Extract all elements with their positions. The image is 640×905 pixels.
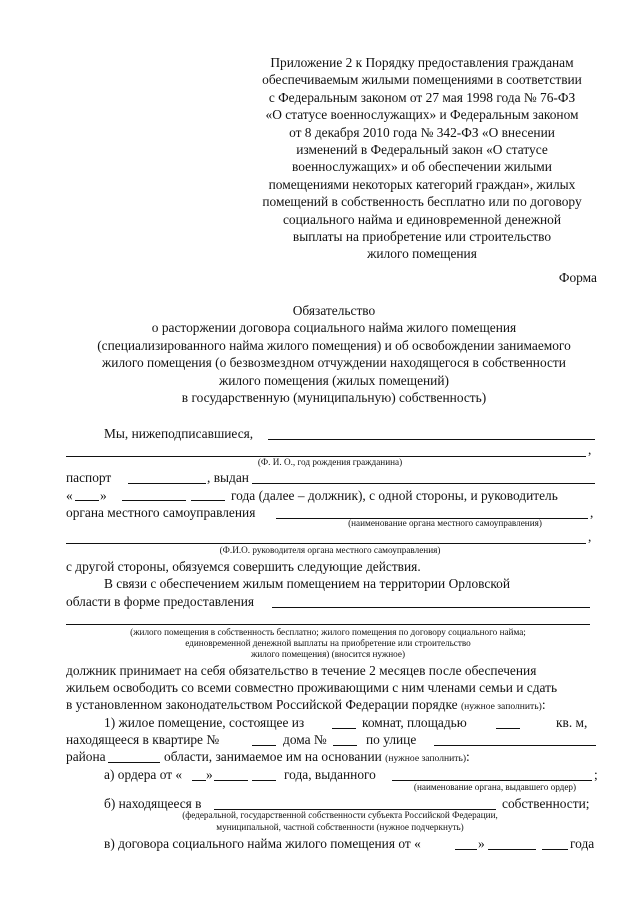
hint-provision-3: жилого помещения) (вносится нужное)	[250, 649, 406, 659]
appendix-line: обеспечиваемым жилыми помещениями в соответствии	[262, 72, 582, 88]
hint-ownership-1: (федеральной, государственной собственности субъекта Российской Федерации,	[182, 810, 498, 820]
contract-year-field[interactable]	[542, 849, 568, 850]
hint-head-fio: (Ф.И.О. руководителя органа местного самоуправления)	[219, 545, 441, 555]
appendix-line: с Федеральным законом от 27 мая 1998 года № 76-ФЗ	[268, 89, 576, 105]
located-apt-label: находящееся в квартире №	[66, 732, 220, 747]
semicolon: ;	[594, 767, 598, 782]
need-fill-hint: (нужное заполнить)	[460, 701, 542, 712]
apartment-number-field[interactable]	[252, 745, 276, 746]
hint-citizen-fio: (Ф. И. О., год рождения гражданина)	[257, 457, 403, 467]
head-fio-field[interactable]	[66, 543, 586, 544]
issued-label: , выдан	[207, 470, 249, 485]
order-day-field[interactable]	[192, 780, 206, 781]
document-title	[44, 302, 624, 406]
house-no-label: дома №	[283, 732, 327, 747]
need-fill-hint-2: (нужное заполнить)	[385, 753, 467, 764]
item-b-label: б) находящееся в	[104, 796, 202, 811]
item1-c: кв. м,	[556, 715, 588, 730]
ownership-text: собственности;	[502, 796, 590, 811]
item-v-year-text: года	[570, 836, 595, 851]
quote-close: »	[100, 488, 107, 503]
passport-label: паспорт	[66, 470, 112, 485]
provision-form-field[interactable]	[272, 607, 590, 608]
issue-month-field[interactable]	[122, 500, 186, 501]
item1-a: 1) жилое помещение, состоящее из	[104, 715, 305, 730]
area-field[interactable]	[496, 728, 520, 729]
in-connection-text: В связи с обеспечением жилым помещением на территории Орловской	[104, 576, 511, 591]
signatories-field[interactable]	[268, 439, 595, 440]
debtor-text-3-main: в установленном законодательством Российской Федерации порядке	[66, 697, 458, 712]
item1-b: комнат, площадью	[362, 715, 467, 730]
rooms-count-field[interactable]	[332, 728, 356, 729]
comma: ,	[588, 529, 592, 544]
title-line: о расторжении договора социального найма жилого помещения	[151, 320, 517, 336]
appendix-line: Приложение 2 к Порядку предоставления гражданам	[270, 55, 574, 70]
quote-open: «	[66, 488, 73, 503]
colon: :	[541, 697, 546, 712]
contract-month-field[interactable]	[488, 849, 536, 850]
quote-close: »	[206, 767, 213, 782]
title-line: жилого помещения (о безвозмездном отчуждении находящегося в собственности	[102, 355, 566, 371]
quote-close: »	[478, 836, 485, 851]
comma: ,	[590, 505, 594, 520]
passport-issued-by-field[interactable]	[252, 483, 595, 484]
debtor-text-2: жильем освободить со всеми совместно проживающими с ним членами семьи и сдать	[66, 680, 558, 695]
district-field[interactable]	[108, 762, 160, 763]
title-line: Обязательство	[292, 303, 376, 318]
comma: ,	[588, 442, 592, 457]
appendix-line: «О статусе военнослужащих» и Федеральным законом	[265, 107, 579, 123]
appendix-line: помещениями некоторых категорий граждан», жилых	[268, 176, 576, 192]
house-number-field[interactable]	[333, 745, 357, 746]
other-side-text: с другой стороны, обязуемся совершить следующие действия.	[66, 559, 421, 574]
district-label: района	[66, 749, 106, 764]
title-line: (специализированного найма жилого помещения) и об освобождении занимаемого	[97, 337, 571, 353]
order-month-field[interactable]	[214, 780, 248, 781]
appendix-line: социального найма и единовременной денежной	[282, 211, 562, 227]
oblast-occupied-text	[164, 749, 470, 767]
oblast-occupied-main: области, занимаемое им на основании	[164, 749, 382, 764]
provision-form-field-2[interactable]	[66, 624, 590, 625]
appendix-line: жилого помещения	[367, 246, 477, 262]
item-v-label: в) договора социального найма жилого помещения от «	[104, 836, 421, 851]
appendix-line: выплаты на приобретение или строительство	[292, 229, 552, 245]
local-gov-label: органа местного самоуправления	[66, 505, 256, 520]
hint-local-gov: (наименование органа местного самоуправления)	[348, 518, 542, 528]
form-label: Форма	[558, 270, 597, 285]
region-form-text: области в форме предоставления	[66, 594, 255, 609]
hint-provision-1: (жилого помещения в собственность бесплатно; жилого помещения по договору социального найма;	[130, 627, 526, 637]
order-year-field[interactable]	[252, 780, 276, 781]
debtor-text-3	[66, 697, 546, 715]
item-a-year-text: года, выданного	[284, 767, 376, 782]
appendix-line: военнослужащих» и об обеспечении жилыми	[292, 159, 552, 175]
street-field[interactable]	[434, 745, 596, 746]
colon: :	[466, 749, 470, 764]
debtor-text-1: должник принимает на себя обязательство в течение 2 месяцев после обеспечения	[66, 663, 537, 678]
hint-ownership-2: муниципальной, частной собственности (нужное подчеркнуть)	[216, 822, 464, 832]
street-label: по улице	[366, 732, 417, 747]
title-line: жилого помещения (жилых помещений)	[219, 372, 449, 388]
issue-day-field[interactable]	[75, 500, 99, 501]
appendix-header	[222, 54, 622, 263]
we-undersigned-label: Мы, нижеподписавшиеся,	[104, 426, 254, 441]
hint-provision-2: единовременной денежной выплаты на приобретение или строительство	[185, 638, 471, 648]
hint-order-issuer: (наименование органа, выдавшего ордер)	[413, 782, 577, 792]
title-line: в государственную (муниципальную) собственность)	[181, 390, 487, 406]
appendix-line: от 8 декабря 2010 года № 342-ФЗ «О внесении	[289, 124, 555, 140]
item-a-label: а) ордера от «	[104, 767, 183, 782]
appendix-line: помещений в собственность бесплатно или по договору	[262, 194, 582, 210]
year-debtor-text: года (далее – должник), с одной стороны, и руководитель	[231, 488, 558, 503]
passport-number-field[interactable]	[128, 483, 206, 484]
issue-year-field[interactable]	[191, 500, 225, 501]
appendix-line: изменений в Федеральный закон «О статусе	[296, 142, 548, 158]
contract-day-field[interactable]	[455, 849, 477, 850]
order-issuer-field[interactable]	[392, 780, 592, 781]
